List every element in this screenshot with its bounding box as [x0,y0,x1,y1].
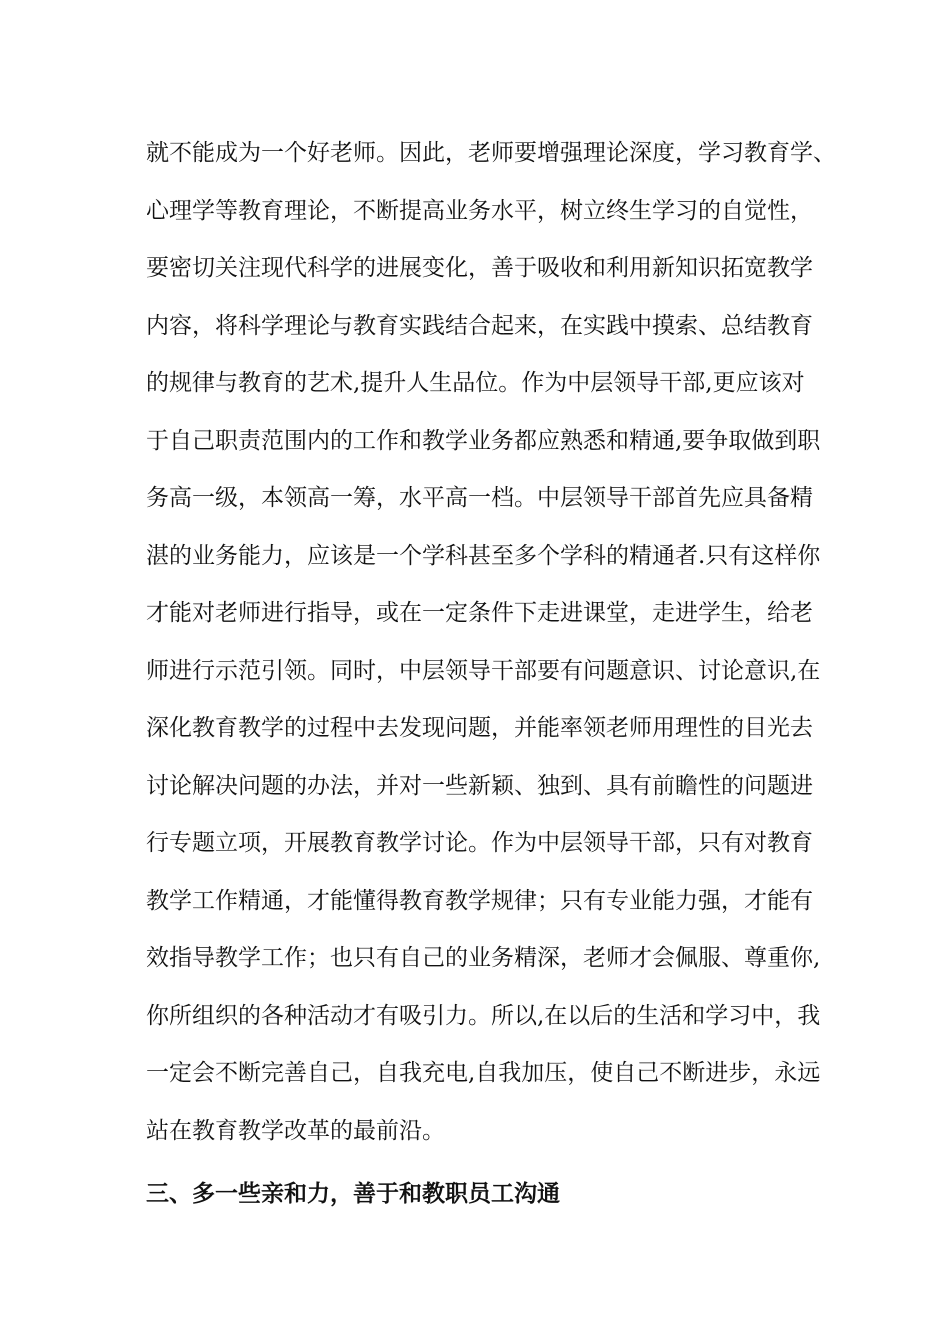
paragraph-line: 效指导教学工作；也只有自己的业务精深，老师才会佩服、尊重你, [146,945,821,971]
paragraph-line: 教学工作精通，才能懂得教育教学规律；只有专业能力强，才能有 [146,887,813,914]
paragraph-line: 心理学等教育理论，不断提高业务水平，树立终生学习的自觉性， [146,197,813,224]
paragraph-line: 你所组织的各种活动才有吸引力。所以,在以后的生活和学习中，我 [146,1002,821,1029]
paragraph-line: 一定会不断完善自己，自我充电,自我加压，使自己不断进步，永远 [146,1060,821,1086]
paragraph-line: 内容，将科学理论与教育实践结合起来，在实践中摸索、总结教育 [146,312,813,339]
paragraph-line: 就不能成为一个好老师。因此，老师要增强理论深度，学习教育学、 [146,140,836,166]
body-paragraph [146,133,836,1168]
paragraph-line: 务高一级，本领高一筹，水平高一档。中层领导干部首先应具备精 [146,485,813,511]
paragraph-line: 湛的业务能力，应该是一个学科甚至多个学科的精通者.只有这样你 [146,542,821,569]
section-heading: 三、多一些亲和力，善于和教职员工沟通 [146,1180,560,1207]
paragraph-line: 站在教育教学改革的最前沿。 [146,1117,445,1144]
paragraph-line: 要密切关注现代科学的进展变化，善于吸收和利用新知识拓宽教学 [146,255,813,281]
paragraph-line: 于自己职责范围内的工作和教学业务都应熟悉和精通,要争取做到职 [146,427,821,454]
paragraph-line: 的规律与教育的艺术,提升人生品位。作为中层领导干部,更应该对 [146,370,805,396]
paragraph-line: 讨论解决问题的办法，并对一些新颖、独到、具有前瞻性的问题进 [146,772,813,799]
paragraph-line: 行专题立项，开展教育教学讨论。作为中层领导干部，只有对教育 [146,830,813,856]
paragraph-line: 深化教育教学的过程中去发现问题，并能率领老师用理性的目光去 [146,715,813,741]
paragraph-line: 才能对老师进行指导，或在一定条件下走进课堂，走进学生，给老 [146,600,813,626]
paragraph-line: 师进行示范引领。同时，中层领导干部要有问题意识、讨论意识,在 [146,657,821,684]
